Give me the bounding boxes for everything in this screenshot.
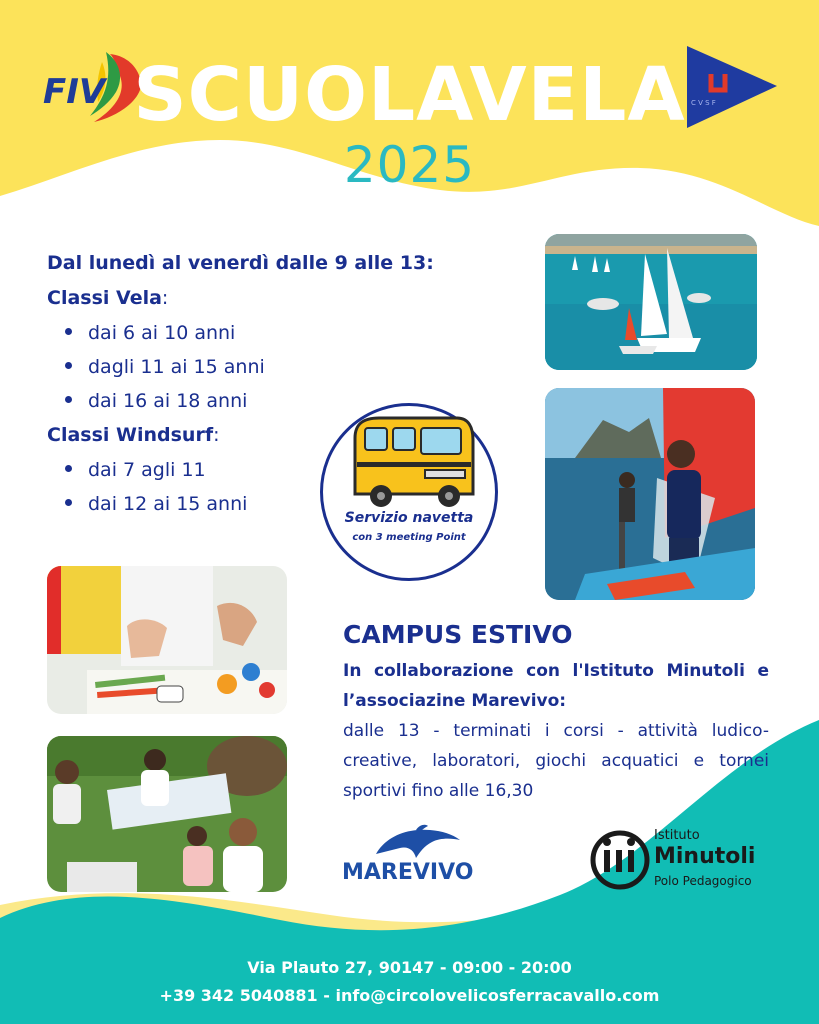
list-item: dai 12 ai 15 anni <box>47 487 477 521</box>
school-bus-icon <box>345 410 477 510</box>
footer-contact: +39 342 5040881 - info@circolovelicosferracavallo.com <box>159 986 660 1005</box>
list-item: dai 16 ai 18 anni <box>47 384 477 418</box>
bullet-icon <box>65 396 72 403</box>
club-pennant <box>685 44 781 130</box>
campus-description: dalle 13 - terminati i corsi - attività ludico-creative, laboratori, giochi acquatici e tornei sportivi fino alle 16,30 <box>343 721 769 801</box>
marevivo-logo <box>342 824 492 890</box>
bullet-icon <box>65 328 72 335</box>
bullet-icon <box>65 362 72 369</box>
marevivo-logo-text: MAREVIVO <box>342 860 474 885</box>
dolphin-icon <box>372 824 464 860</box>
campus-collaboration: In collaborazione con l'Istituto Minutoli e l’associazine Marevivo: <box>343 661 769 711</box>
list-item: dagli 11 ai 15 anni <box>47 350 477 384</box>
minutoli-small: Istituto <box>654 828 700 843</box>
shuttle-sublabel: con 3 meeting Point <box>352 532 466 543</box>
minutoli-logo <box>586 826 776 892</box>
bullet-icon <box>65 499 72 506</box>
campus-section <box>343 616 769 806</box>
shuttle-badge <box>320 403 498 581</box>
fiv-logo-text: FIV <box>43 72 106 112</box>
sailing-classes-label: Classi Vela: <box>47 287 169 309</box>
photo-windsurf <box>545 388 755 600</box>
windsurf-classes-label: Classi Windsurf: <box>47 424 220 446</box>
campus-heading: CAMPUS ESTIVO <box>343 620 573 649</box>
bullet-icon <box>65 465 72 472</box>
list-item: dai 7 agli 11 <box>47 453 477 487</box>
photo-children-outdoor <box>47 736 287 892</box>
footer-address: Via Plauto 27, 90147 - 09:00 - 20:00 <box>247 958 572 977</box>
photo-painting-activity <box>47 566 287 714</box>
minutoli-emblem-icon <box>586 828 650 890</box>
year-label: 2025 <box>343 136 476 194</box>
page-title: SCUOLAVELA <box>133 52 686 138</box>
schedule-headline: Dal lunedì al venerdì dalle 9 alle 13: <box>47 252 434 274</box>
pennant-letters: C V S F <box>691 99 716 107</box>
photo-sailing-boats <box>545 234 757 370</box>
list-item: dai 6 ai 10 anni <box>47 316 477 350</box>
minutoli-name: Minutoli <box>654 844 756 869</box>
shuttle-label: Servizio navetta <box>344 510 474 526</box>
minutoli-sub: Polo Pedagogico <box>654 874 752 888</box>
